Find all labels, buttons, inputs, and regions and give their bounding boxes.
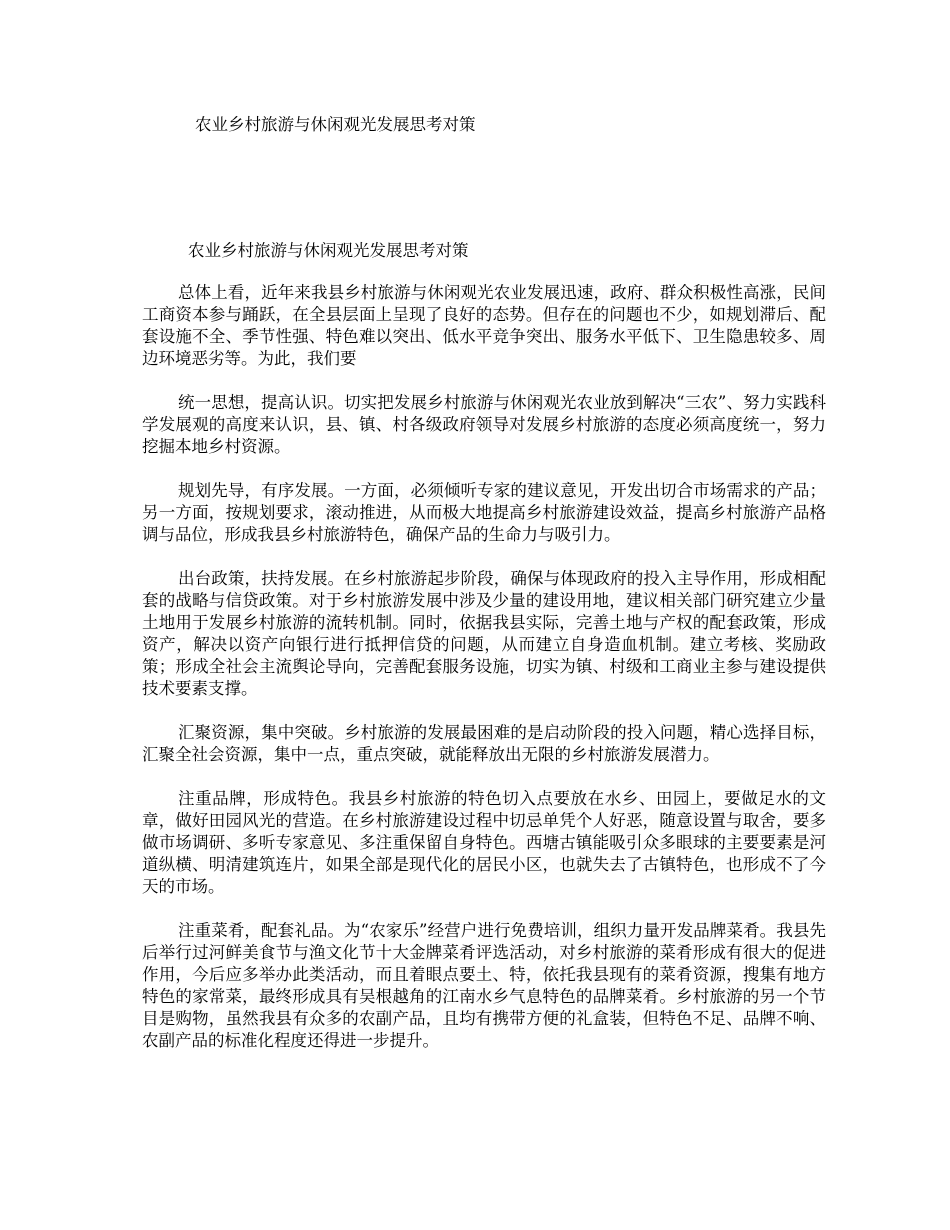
paragraph-cuisine: 注重菜肴，配套礼品。为“农家乐”经营户进行免费培训，组织力量开发品牌菜肴。我县先后举行过河鲜美食节与渔文化节十大金牌菜肴评选活动，对乡村旅游的菜肴形成有很大的促进作用，今后应多举办此类活动，而且着眼点要土、特，依托我县现有的菜肴资源，搜集有地方特色的家常菜，最终形成具有吴根越角的江南水乡气息特色的品牌菜肴。乡村旅游的另一个节目是购物，虽然我县有众多的农副产品，且均有携带方便的礼盒装，但特色不足、品牌不响、农副产品的标准化程度还得进一步提升。 <box>142 921 826 1050</box>
paragraph-resources: 汇聚资源，集中突破。乡村旅游的发展最困难的是启动阶段的投入问题，精心选择目标，汇聚全社会资源，集中一点，重点突破，就能释放出无限的乡村旅游发展潜力。 <box>142 723 826 764</box>
paragraph-unify-thinking: 统一思想，提高认识。切实把发展乡村旅游与休闲观光农业放到解决“三农”、努力实践科学发展观的高度来认识，县、镇、村各级政府领导对发展乡村旅游的态度必须高度统一，努力挖掘本地乡村资源。 <box>142 393 826 456</box>
paragraph-brand: 注重品牌，形成特色。我县乡村旅游的特色切入点要放在水乡、田园上，要做足水的文章，做好田园风光的营造。在乡村旅游建设过程中切忌单凭个人好恶，随意设置与取舍，要多做市场调研、多听专家意见、多注重保留自身特色。西塘古镇能吸引众多眼球的主要要素是河道纵横、明清建筑连片，如果全部是现代化的居民小区，也就失去了古镇特色，也形成不了今天的市场。 <box>142 789 826 896</box>
document-subtitle: 农业乡村旅游与休闲观光发展思考对策 <box>188 241 469 260</box>
paragraph-overview: 总体上看，近年来我县乡村旅游与休闲观光农业发展迅速，政府、群众积极性高涨，民间工商资本参与踊跃，在全县层面上呈现了良好的态势。但存在的问题也不少，如规划滞后、配套设施不全、季节性强、特色难以突出、低水平竞争突出、服务水平低下、卫生隐患较多、周边环境恶劣等。为此，我们要 <box>142 283 826 368</box>
document-title: 农业乡村旅游与休闲观光发展思考对策 <box>195 115 476 134</box>
document-body <box>142 282 826 1074</box>
paragraph-policy: 出台政策，扶持发展。在乡村旅游起步阶段，确保与体现政府的投入主导作用，形成相配套的战略与信贷政策。对于乡村旅游发展中涉及少量的建设用地，建议相关部门研究建立少量土地用于发展乡村旅游的流转机制。同时，依据我县实际，完善土地与产权的配套政策，形成资产，解决以资产向银行进行抵押信贷的问题，从而建立自身造血机制。建立考核、奖励政策；形成全社会主流舆论导向，完善配套服务设施，切实为镇、村级和工商业主参与建设提供技术要素支撑。 <box>142 569 826 698</box>
paragraph-planning: 规划先导，有序发展。一方面，必须倾听专家的建议意见，开发出切合市场需求的产品；另一方面，按规划要求，滚动推进，从而极大地提高乡村旅游建设效益，提高乡村旅游产品格调与品位，形成我县乡村旅游特色，确保产品的生命力与吸引力。 <box>142 481 826 544</box>
